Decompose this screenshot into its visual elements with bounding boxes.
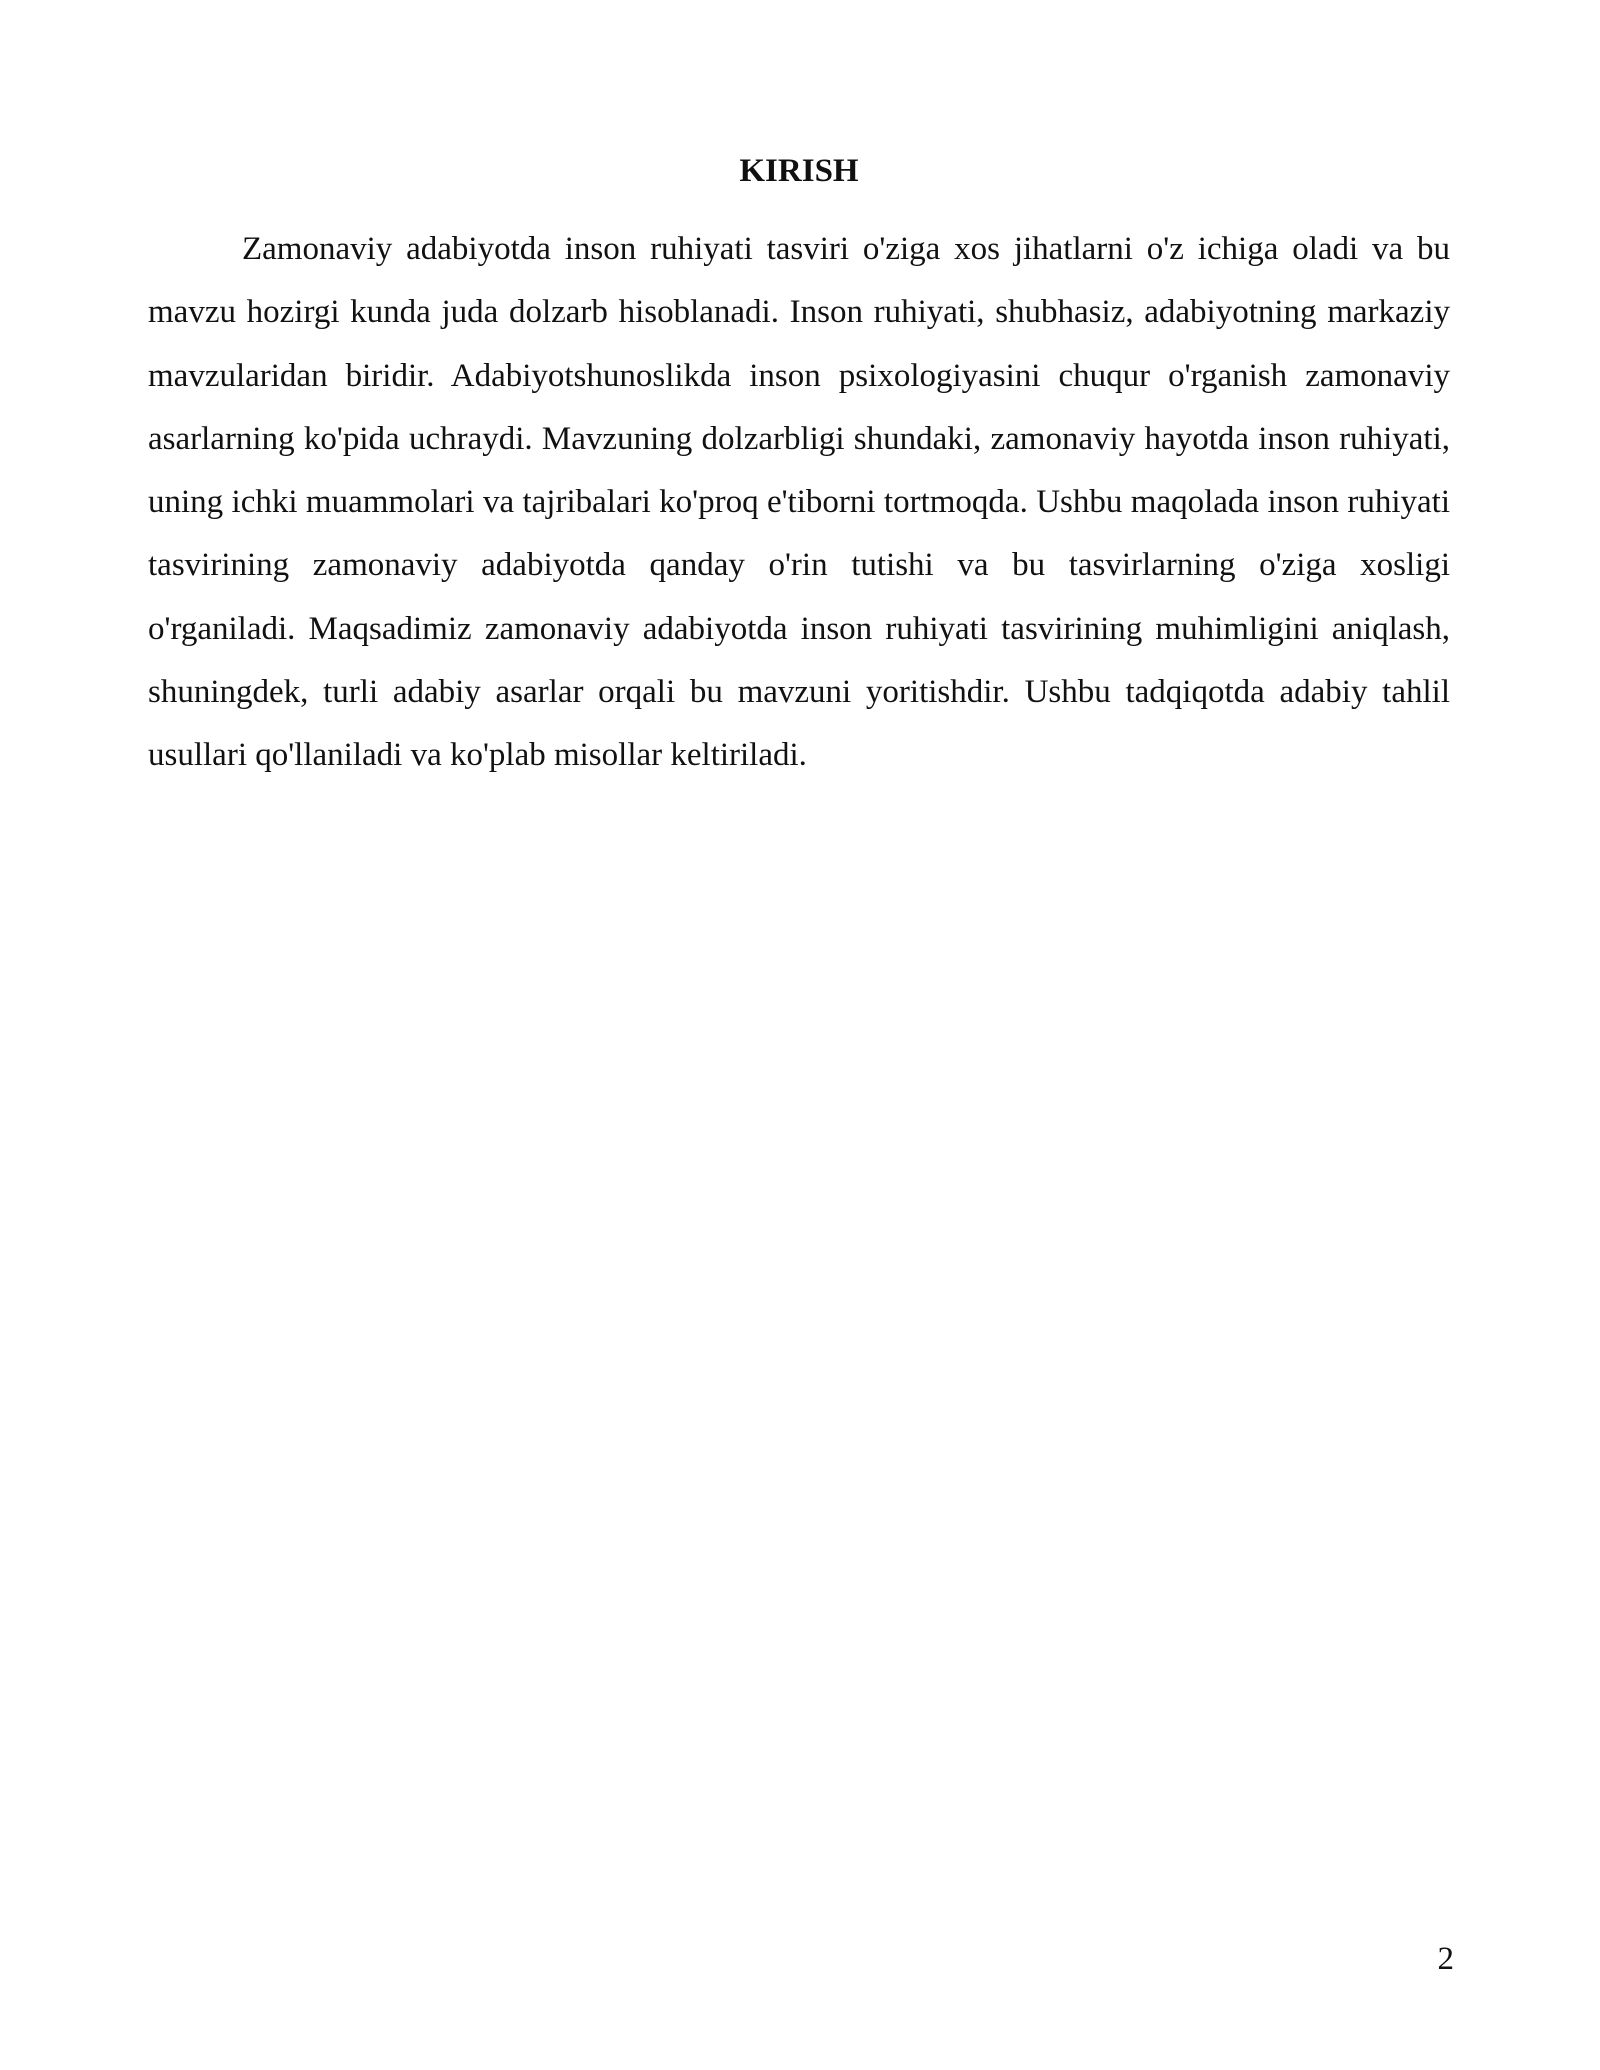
page-number: 2 (1437, 1941, 1454, 1977)
body-paragraph: Zamonaviy adabiyotda inson ruhiyati tasviri o'ziga xos jihatlarni o'z ichiga oladi va bu mavzu hozirgi kunda juda dolzarb hisoblanadi. Inson ruhiyati, shubhasiz, adabiyotning markaziy mavzularidan biridir. Adabiyotshunoslikda inson psixologiyasini chuqur o'rganish zamonaviy asarlarning ko'pida uchraydi. Mavzuning dolzarbligi shundaki, zamonaviy hayotda inson ruhiyati, uning ichki muammolari va tajribalari ko'proq e'tiborni tortmoqda. Ushbu maqolada inson ruhiyati tasvirining zamonaviy adabiyotda qanday o'rin tutishi va bu tasvirlarning o'ziga xosligi o'rganiladi. Maqsadimiz zamonaviy adabiyotda inson ruhiyati tasvirining muhimligini aniqlash, shuningdek, turli adabiy asarlar orqali bu mavzuni yoritishdir. Ushbu tadqiqotda adabiy tahlil usullari qo'llaniladi va ko'plab misollar keltiriladi. (148, 231, 1450, 774)
section-heading: KIRISH (739, 153, 859, 189)
